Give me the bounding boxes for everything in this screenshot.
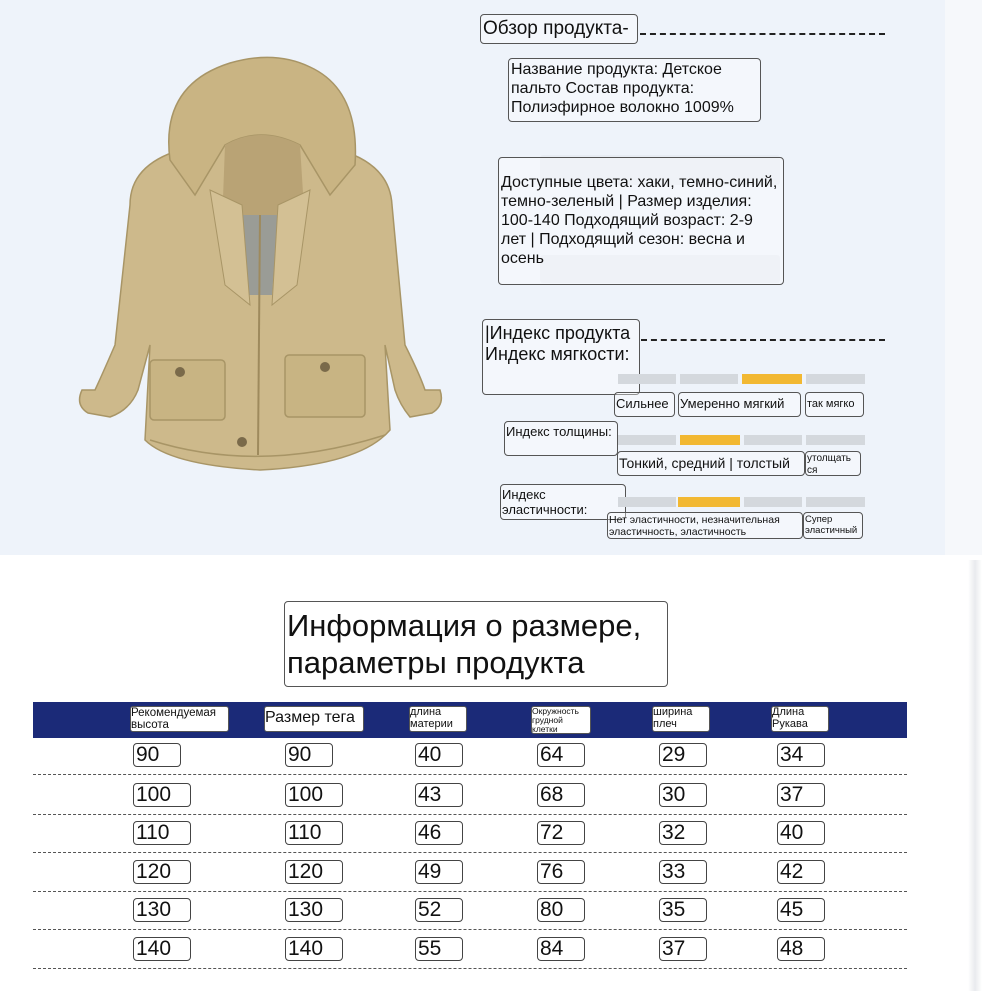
- size-cell: 68: [537, 783, 585, 807]
- size-cell: 32: [659, 821, 707, 845]
- scale-segment: [744, 435, 802, 445]
- size-cell: 80: [537, 898, 585, 922]
- size-cell: 130: [133, 898, 191, 922]
- scale-segment: [618, 497, 676, 507]
- size-cell: 90: [133, 743, 181, 767]
- scale-segment: [744, 497, 802, 507]
- size-cell: 130: [285, 898, 343, 922]
- size-cell: 84: [537, 937, 585, 961]
- scale-segment-active: [680, 435, 740, 445]
- size-cell: 64: [537, 743, 585, 767]
- index-title: |Индекс продукта Индекс мягкости:: [482, 319, 640, 395]
- elasticity-label-super: Супер эластичный: [803, 512, 863, 539]
- product-info-text: Название продукта: Детское пальто Состав продукта: Полиэфирное волокно 1009%: [508, 58, 761, 122]
- row-divider: [33, 774, 907, 775]
- overview-title: Обзор продукта-: [480, 14, 638, 44]
- product-details-text: Доступные цвета: хаки, темно-синий, темно-зеленый | Размер изделия: 100-140 Подходящий возраст: 2-9 лет | Подходящий сезон: весна и осень: [498, 157, 784, 285]
- elasticity-index-title: Индекс эластичности:: [500, 484, 626, 520]
- size-cell: 46: [415, 821, 463, 845]
- column-header-height: Рекомендуемая высота: [130, 706, 229, 732]
- thickness-index-title: Индекс толщины:: [504, 421, 618, 456]
- row-divider: [33, 968, 907, 969]
- size-cell: 55: [415, 937, 463, 961]
- scale-segment: [618, 435, 676, 445]
- softness-label-moderate: Умеренно мягкий: [678, 392, 801, 417]
- elasticity-labels: Нет эластичности, незначительная эластичность, эластичность: [607, 512, 803, 539]
- size-cell: 48: [777, 937, 825, 961]
- size-cell: 37: [777, 783, 825, 807]
- size-cell: 34: [777, 743, 825, 767]
- column-header-shoulder: ширина плеч: [652, 706, 710, 732]
- jacket-illustration: [80, 57, 442, 470]
- size-cell: 45: [777, 898, 825, 922]
- size-cell: 40: [777, 821, 825, 845]
- scale-segment: [806, 435, 865, 445]
- size-cell: 49: [415, 860, 463, 884]
- scale-segment: [806, 374, 865, 384]
- row-divider: [33, 929, 907, 930]
- row-divider: [33, 852, 907, 853]
- size-cell: 76: [537, 860, 585, 884]
- size-cell: 29: [659, 743, 707, 767]
- column-header-chest: Окружность грудной клетки: [531, 706, 591, 734]
- background-edge: [945, 0, 982, 555]
- softness-label-stronger: Сильнее: [614, 392, 675, 417]
- thickness-label-thicker: утолщать ся: [805, 451, 861, 476]
- scale-segment: [680, 374, 738, 384]
- row-divider: [33, 814, 907, 815]
- size-cell: 100: [285, 783, 343, 807]
- title-divider: [640, 33, 885, 35]
- size-cell: 110: [133, 821, 191, 845]
- size-cell: 72: [537, 821, 585, 845]
- size-cell: 35: [659, 898, 707, 922]
- size-cell: 37: [659, 937, 707, 961]
- size-cell: 43: [415, 783, 463, 807]
- size-cell: 120: [133, 860, 191, 884]
- size-cell: 42: [777, 860, 825, 884]
- kids-jacket-image: [60, 45, 460, 485]
- column-header-length: длина материи: [409, 706, 467, 732]
- size-cell: 110: [285, 821, 343, 845]
- size-cell: 40: [415, 743, 463, 767]
- thickness-labels: Тонкий, средний | толстый: [617, 451, 805, 476]
- scale-segment-active: [678, 497, 740, 507]
- size-cell: 140: [285, 937, 343, 961]
- column-header-tag-size: Размер тега: [264, 706, 364, 732]
- size-cell: 100: [133, 783, 191, 807]
- size-cell: 33: [659, 860, 707, 884]
- scale-segment: [806, 497, 865, 507]
- size-info-title: Информация о размере, параметры продукта: [284, 601, 668, 687]
- size-cell: 90: [285, 743, 333, 767]
- scale-segment: [618, 374, 676, 384]
- softness-label-soft: так мягко: [805, 392, 864, 417]
- index-divider: [641, 339, 885, 341]
- size-cell: 52: [415, 898, 463, 922]
- size-cell: 140: [133, 937, 191, 961]
- size-cell: 120: [285, 860, 343, 884]
- column-header-sleeve: Длина Рукава: [771, 706, 829, 732]
- scale-segment-active: [742, 374, 802, 384]
- row-divider: [33, 891, 907, 892]
- page-edge-shadow: [968, 560, 982, 991]
- size-cell: 30: [659, 783, 707, 807]
